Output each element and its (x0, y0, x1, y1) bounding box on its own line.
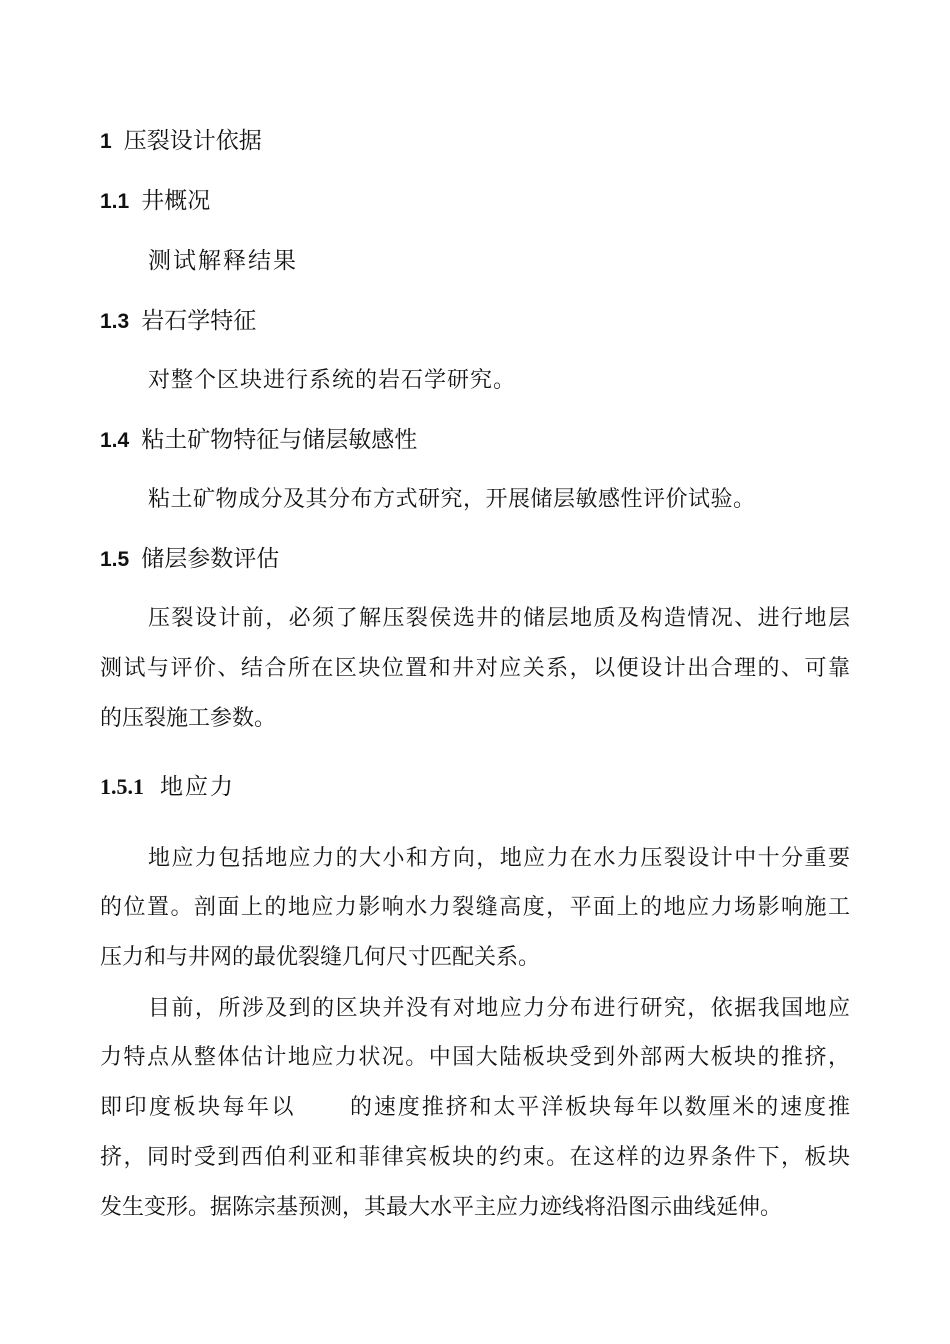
heading-number: 1.1 (100, 190, 130, 213)
paragraph-line: 测试与评价、结合所在区块位置和井对应关系，以便设计出合理的、可靠 (100, 656, 850, 681)
heading-number: 1.5 (100, 548, 130, 571)
heading-number: 1.4 (100, 429, 130, 452)
heading-title: 粘土矿物特征与储层敏感性 (141, 427, 418, 453)
paragraph-line: 的位置。剖面上的地应力影响水力裂缝高度，平面上的地应力场影响施工 (100, 895, 850, 920)
paragraph-1-3: 对整个区块进行系统的岩石学研究。 (148, 368, 517, 393)
heading-1-3 (100, 306, 256, 336)
paragraph-line: 目前，所涉及到的区块并没有对地应力分布进行研究，依据我国地应 (148, 996, 850, 1021)
paragraph-line: 地应力包括地应力的大小和方向，地应力在水力压裂设计中十分重要 (148, 846, 850, 871)
paragraph-line: 压裂设计前，必须了解压裂侯选井的储层地质及构造情况、进行地层 (148, 606, 850, 631)
heading-title: 压裂设计依据 (123, 128, 262, 154)
paragraph-line: 发生变形。据陈宗基预测，其最大水平主应力迹线将沿图示曲线延伸。 (100, 1195, 783, 1220)
heading-title: 地应力 (160, 774, 235, 800)
heading-1 (100, 126, 262, 156)
heading-1-5 (100, 544, 279, 574)
paragraph-line: 挤，同时受到西伯利亚和菲律宾板块的约束。在这样的边界条件下，板块 (100, 1145, 850, 1170)
heading-number: 1 (100, 130, 112, 153)
heading-1-4 (100, 425, 417, 455)
heading-1-1 (100, 186, 210, 216)
paragraph-line: 的压裂施工参数。 (100, 706, 277, 731)
heading-title: 岩石学特征 (141, 308, 257, 334)
paragraph-line: 压力和与井网的最优裂缝几何尺寸匹配关系。 (100, 945, 541, 970)
paragraph-line-part: 即印度板块每年以 (100, 1095, 297, 1120)
heading-number: 1.3 (100, 310, 130, 333)
heading-number: 1.5.1 (100, 774, 144, 799)
heading-title: 储层参数评估 (141, 546, 280, 572)
heading-1-5-1 (100, 772, 235, 802)
paragraph-line-part: 的速度推挤和太平洋板块每年以数厘米的速度推 (350, 1095, 850, 1120)
paragraph-line: 力特点从整体估计地应力状况。中国大陆板块受到外部两大板块的推挤， (100, 1045, 850, 1070)
subheading-test-results: 测试解释结果 (148, 248, 298, 274)
paragraph-1-4: 粘土矿物成分及其分布方式研究，开展储层敏感性评价试验。 (148, 487, 756, 512)
heading-title: 井概况 (141, 188, 211, 214)
